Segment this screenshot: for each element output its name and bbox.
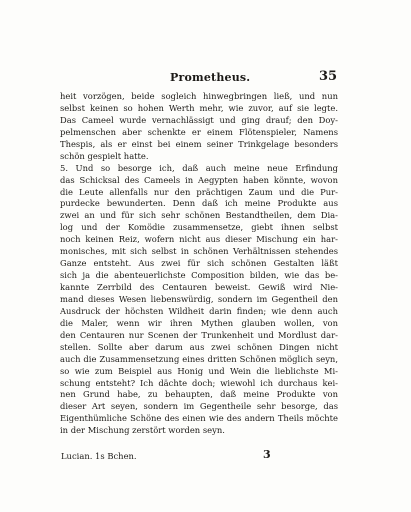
text-line: 5. Und so besorge ich, daß auch meine neue Erfindung	[60, 162, 338, 173]
text-line: das Schicksal des Cameels in Aegypten haben könnte, wovon	[60, 174, 338, 185]
text-line: log und der Komödie zusammensetze, giebt ihnen selbst	[60, 222, 338, 233]
text-line: in der Mischung zerstört worden seyn.	[60, 425, 225, 436]
text-line: zwei an und für sich sehr schönen Bestandtheilen, dem Dia-	[60, 210, 338, 221]
text-line: Das Cameel wurde vernachlässigt und ging drauf; den Doy-	[60, 114, 338, 125]
text-line: die Maler, wenn wir ihren Mythen glauben wollen, von	[60, 317, 338, 328]
text-line: stellen. Sollte aber darum aus zwei schönen Dingen nicht	[60, 341, 338, 352]
text-line: heit vorzögen, beide sogleich hinwegbringen ließ, und nun	[60, 91, 338, 101]
text-line: schön gespielt hatte.	[60, 150, 149, 161]
text-line: mand dieses Wesen liebenswürdig, sondern im Gegentheil den	[60, 293, 338, 304]
page-number: 35	[319, 69, 338, 84]
text-line: die Leute allenfalls nur den prächtigen Zaum und die Pur-	[60, 186, 338, 197]
text-line: Ausdruck der höchsten Wildheit darin finden; wie denn auch	[60, 305, 338, 316]
text-line: auch die Zusammensetzung eines dritten Schönen möglich seyn,	[60, 353, 338, 364]
text-line: Ganze entsteht. Aus zwei für sich schönen Gestalten läßt	[60, 258, 338, 269]
page-header	[0, 71, 411, 87]
text-line: pelmenschen aber schenkte er einem Flötenspieler, Namens	[60, 126, 338, 137]
text-line: Eigenthümliche Schöne des einen wie des andern Theils möchte	[60, 413, 338, 424]
running-title: Prometheus.	[170, 71, 251, 84]
text-line: purdecke bewunderten. Denn daß ich meine Produkte aus	[60, 198, 338, 209]
signature-mark: 3	[263, 448, 271, 461]
text-line: dieser Art seyen, sondern im Gegentheile sehr besorge, das	[60, 401, 338, 412]
text-line: den Centauren nur Scenen der Trunkenheit und Mordlust dar-	[60, 329, 338, 340]
text-line: nen Grund habe, zu behaupten, daß meine Produkte von	[60, 389, 338, 400]
text-line: monisches, mit sich selbst in schönen Verhältnissen stehendes	[60, 246, 338, 257]
text-line: so wie zum Beispiel aus Honig und Wein die lieblichste Mi-	[60, 365, 338, 376]
signature-line: Lucian. 1s Bchen.	[61, 451, 137, 461]
text-line: noch keinen Reiz, wofern nicht aus dieser Mischung ein har-	[60, 234, 338, 245]
text-line: sich ja die abenteuerlichste Composition bilden, wie das be-	[60, 270, 338, 281]
text-line: selbst keinen so hohen Werth mehr, wie zuvor, auf sie legte.	[60, 102, 338, 113]
text-line: schung entsteht? Ich dächte doch; wiewohl ich durchaus kei-	[60, 377, 338, 388]
body-text	[60, 91, 338, 437]
text-line: kannte Zerrbild des Centauren beweist. Gewiß wird Nie-	[60, 282, 338, 292]
page-footer	[61, 448, 339, 465]
text-line: Thespis, als er einst bei einem seiner Trinkgelage besonders	[60, 138, 338, 149]
